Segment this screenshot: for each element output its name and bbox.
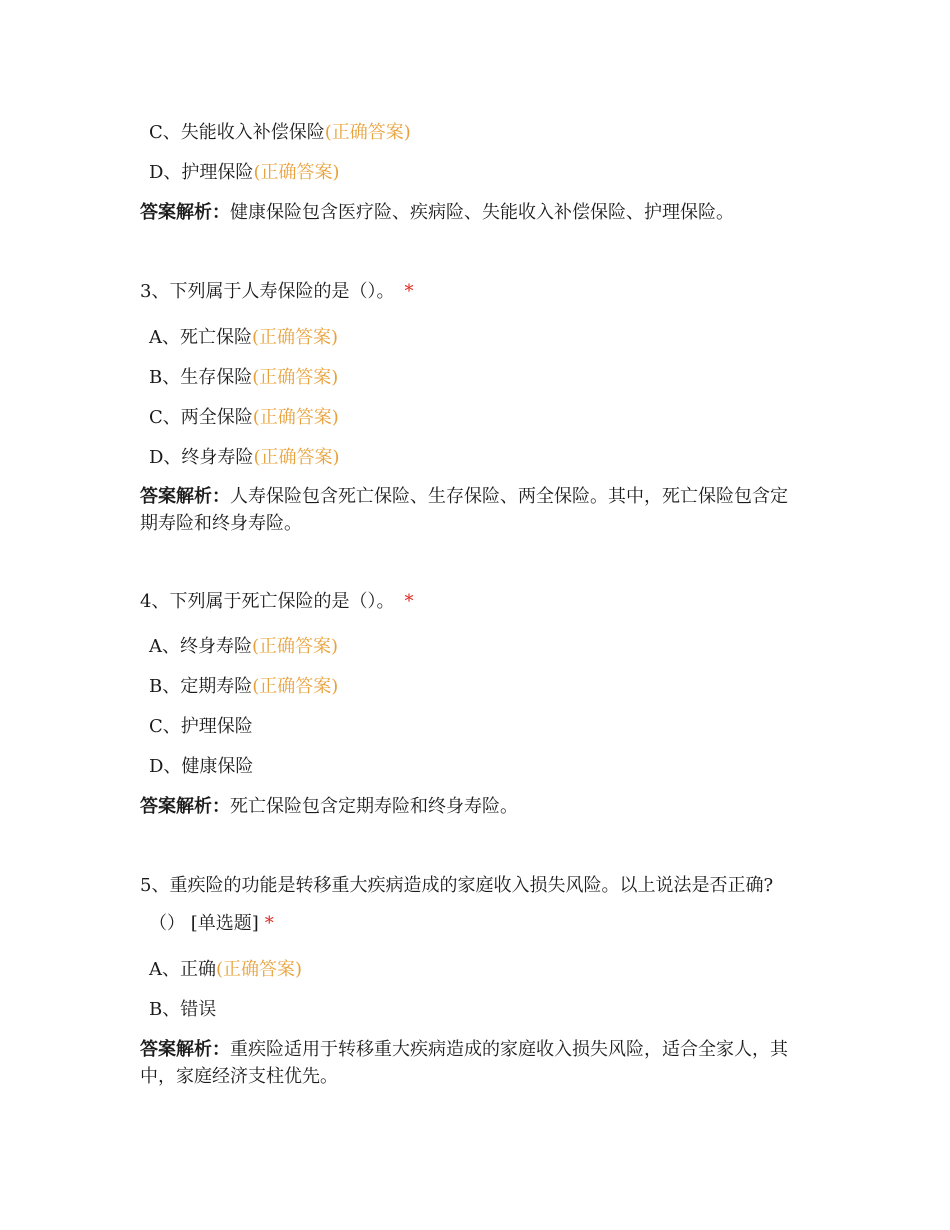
option-q3-b bbox=[149, 365, 338, 391]
correct-answer-mark: (正确答案) bbox=[253, 162, 340, 183]
analysis-text: 人寿保险包含死亡保险、生存保险、两全保险。其中，死亡保险包含定 bbox=[230, 486, 788, 507]
answer-analysis-q3 bbox=[140, 484, 820, 510]
required-star: * bbox=[264, 913, 274, 934]
option-label: D、护理保险 bbox=[149, 162, 254, 183]
answer-analysis-q3-cont bbox=[140, 511, 820, 537]
option-q4-b bbox=[149, 674, 338, 700]
question-text: 3、下列属于人寿保险的是（）。 bbox=[140, 281, 395, 302]
option-label: B、定期寿险 bbox=[149, 676, 253, 697]
question-5-cont bbox=[149, 911, 274, 937]
option-q2-c bbox=[149, 120, 411, 146]
option-q4-c bbox=[149, 714, 253, 740]
option-label: B、生存保险 bbox=[149, 367, 253, 388]
option-label: D、终身寿险 bbox=[149, 447, 254, 468]
option-q5-b bbox=[149, 997, 216, 1023]
required-star: * bbox=[404, 591, 414, 612]
analysis-text: 重疾险适用于转移重大疾病造成的家庭收入损失风险，适合全家人，其 bbox=[230, 1039, 788, 1060]
question-3 bbox=[140, 279, 413, 305]
analysis-text: 健康保险包含医疗险、疾病险、失能收入补偿保险、护理保险。 bbox=[230, 202, 734, 223]
correct-answer-mark: (正确答案) bbox=[216, 959, 303, 980]
option-q3-a bbox=[149, 325, 338, 351]
option-label: B、错误 bbox=[149, 999, 217, 1020]
question-text: 4、下列属于死亡保险的是（）。 bbox=[140, 591, 395, 612]
analysis-text: 死亡保险包含定期寿险和终身寿险。 bbox=[230, 796, 518, 817]
option-label: C、护理保险 bbox=[149, 716, 253, 737]
analysis-label: 答案解析： bbox=[140, 202, 230, 223]
correct-answer-mark: (正确答案) bbox=[252, 327, 339, 348]
required-star: * bbox=[404, 281, 414, 302]
analysis-label: 答案解析： bbox=[140, 1039, 230, 1060]
option-label: A、终身寿险 bbox=[149, 636, 252, 657]
option-label: C、两全保险 bbox=[149, 407, 253, 428]
option-q4-a bbox=[149, 634, 338, 660]
correct-answer-mark: (正确答案) bbox=[252, 367, 339, 388]
correct-answer-mark: (正确答案) bbox=[252, 407, 339, 428]
option-q3-d bbox=[149, 445, 339, 471]
answer-analysis-q2 bbox=[140, 200, 820, 226]
question-text: 5、重疾险的功能是转移重大疾病造成的家庭收入损失风险。以上说法是否正确? bbox=[140, 875, 774, 896]
answer-analysis-q5-cont bbox=[140, 1064, 820, 1090]
analysis-text: 期寿险和终身寿险。 bbox=[140, 513, 302, 534]
option-q5-a bbox=[149, 957, 302, 983]
question-4 bbox=[140, 589, 413, 615]
question-type: （） [单选题] bbox=[149, 913, 259, 934]
answer-analysis-q5 bbox=[140, 1037, 820, 1063]
analysis-label: 答案解析： bbox=[140, 486, 230, 507]
option-q4-d bbox=[149, 754, 253, 780]
answer-analysis-q4 bbox=[140, 794, 820, 820]
correct-answer-mark: (正确答案) bbox=[324, 122, 411, 143]
correct-answer-mark: (正确答案) bbox=[252, 636, 339, 657]
correct-answer-mark: (正确答案) bbox=[252, 676, 339, 697]
option-label: A、正确 bbox=[149, 959, 216, 980]
correct-answer-mark: (正确答案) bbox=[253, 447, 340, 468]
option-label: C、失能收入补偿保险 bbox=[149, 122, 325, 143]
option-label: D、健康保险 bbox=[149, 756, 254, 777]
option-q3-c bbox=[149, 405, 339, 431]
analysis-text: 中，家庭经济支柱优先。 bbox=[140, 1066, 338, 1087]
option-q2-d bbox=[149, 160, 339, 186]
question-5 bbox=[140, 873, 773, 899]
analysis-label: 答案解析： bbox=[140, 796, 230, 817]
option-label: A、死亡保险 bbox=[149, 327, 252, 348]
